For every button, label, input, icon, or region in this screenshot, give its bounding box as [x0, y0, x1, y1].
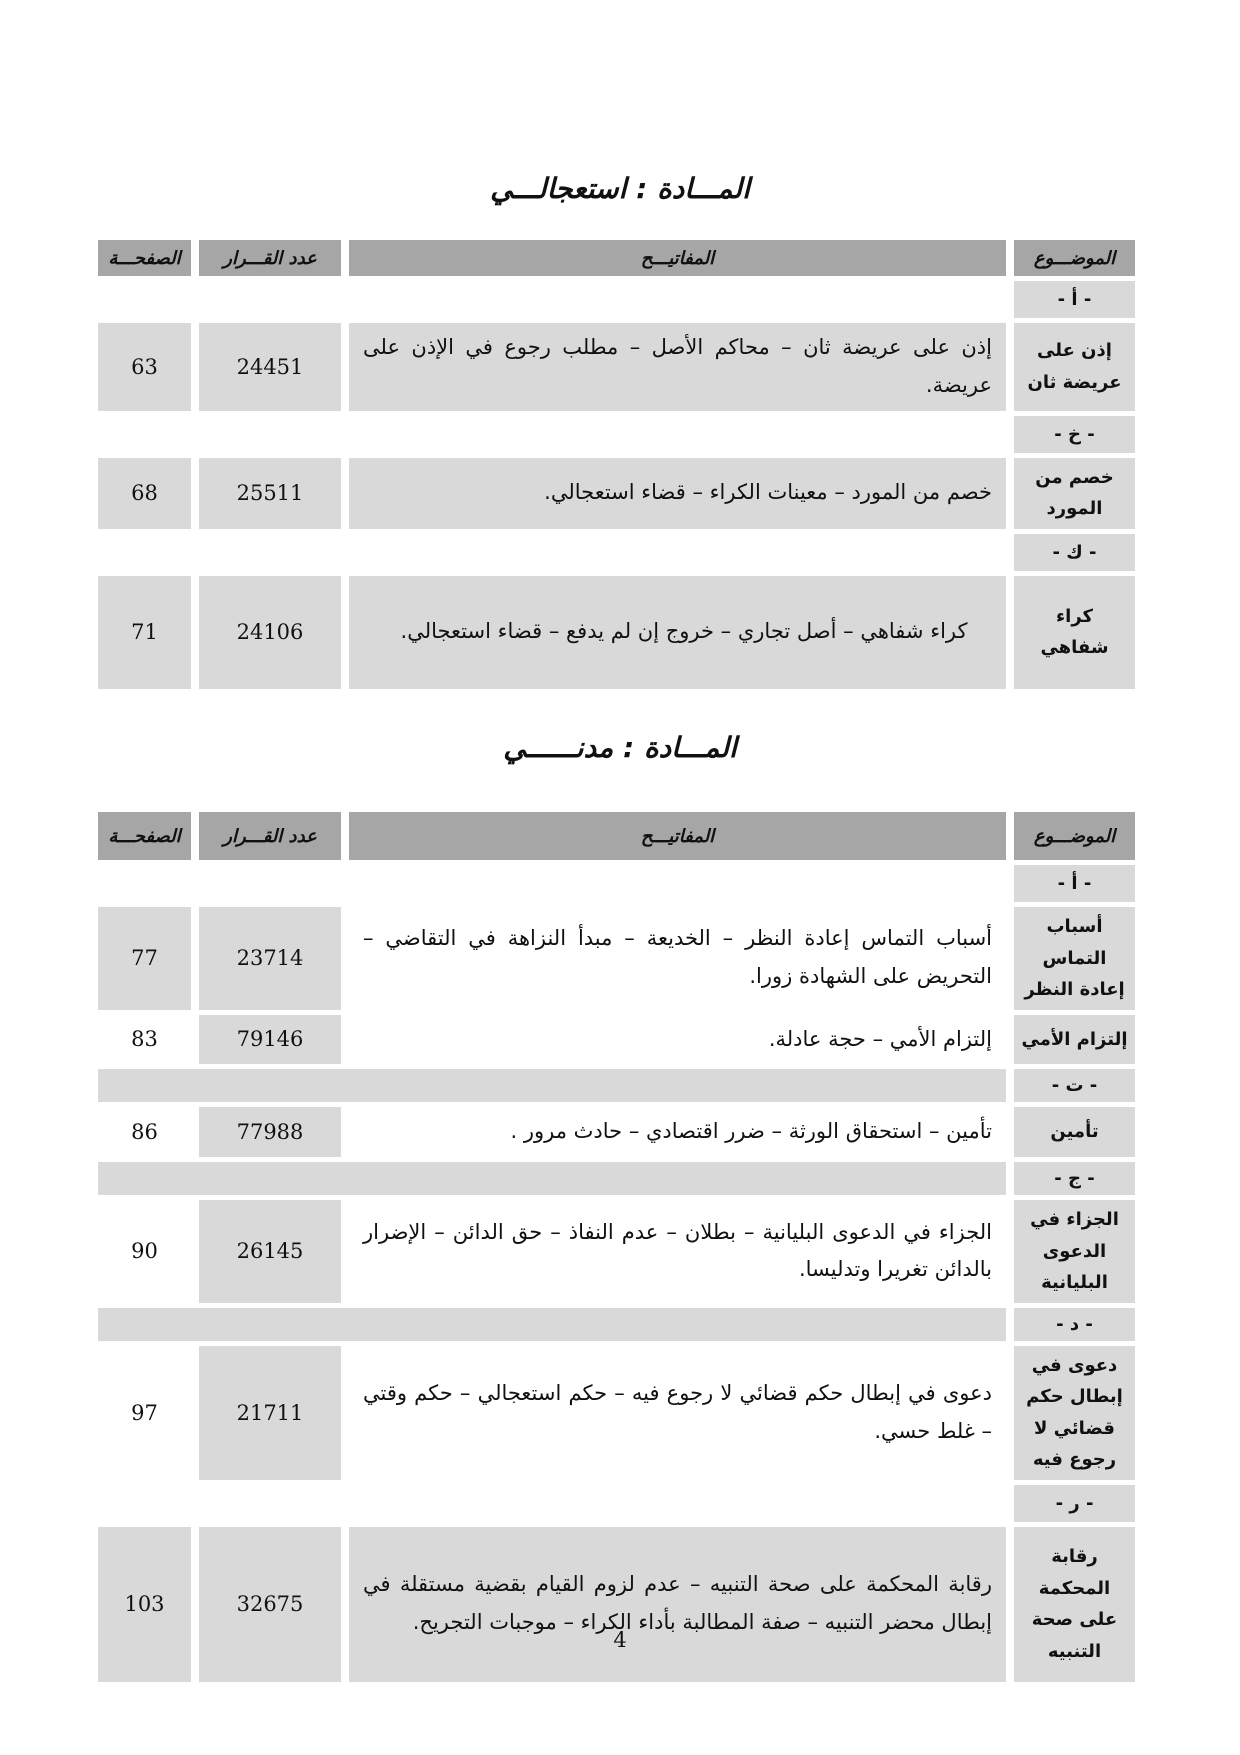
page-number-cell: 68	[98, 458, 191, 529]
letter-cell: - ت -	[1014, 1069, 1135, 1102]
subject-cell: إذن على عريضة ثان	[1014, 323, 1135, 411]
keys-text: أسباب التماس إعادة النظر – الخديعة – مبدأ النزاهة في التقاضي – التحريض على الشهادة زورا.	[363, 926, 992, 989]
decision-number-cell: 79146	[199, 1015, 341, 1065]
decision-number-cell: 24451	[199, 323, 341, 411]
page-number-cell: 83	[131, 1027, 158, 1052]
letter-row-band	[98, 1069, 1006, 1102]
column-header-keys: المفاتيـــح	[349, 812, 1006, 860]
column-header-subject: الموضـــوع	[1014, 240, 1135, 276]
column-header-keys: المفاتيـــح	[349, 240, 1006, 276]
decision-number-cell: 21711	[199, 1346, 341, 1480]
letter-row-spacer	[98, 1485, 1006, 1522]
column-header-page: الصفحـــة	[98, 240, 191, 276]
letter-row-spacer	[98, 865, 1006, 902]
section-title-civil: المـــادة : مدنــــــي	[503, 731, 737, 764]
letter-cell: - د -	[1014, 1308, 1135, 1341]
keys-text: دعوى في إبطال حكم قضائي لا رجوع فيه – حكم استعجالي – حكم وقتي – غلط حسي.	[363, 1380, 992, 1443]
decision-number-cell: 77988	[199, 1107, 341, 1157]
keys-cell	[349, 1346, 1006, 1480]
page-number-cell: 103	[98, 1527, 191, 1682]
keys-cell	[349, 907, 1006, 1010]
letter-cell: - أ -	[1014, 865, 1135, 902]
subject-cell: خصم من المورد	[1014, 458, 1135, 529]
page-number-cell: 77	[98, 907, 191, 1010]
keys-text: خصم من المورد – معينات الكراء – قضاء استعجالي.	[544, 480, 992, 505]
column-header-decision: عدد القـــرار	[199, 812, 341, 860]
page-number-cell: 86	[131, 1120, 158, 1145]
subject-cell: أسباب التماس إعادة النظر	[1014, 907, 1135, 1010]
keys-text: إلتزام الأمي – حجة عادلة.	[768, 1026, 992, 1051]
index-table-urgent	[98, 240, 1135, 689]
keys-cell	[349, 1527, 1006, 1682]
page-number-cell: 97	[131, 1400, 158, 1425]
subject-cell: الجزاء في الدعوى البليانية	[1014, 1200, 1135, 1303]
letter-cell: - أ -	[1014, 281, 1135, 318]
keys-cell	[349, 323, 1006, 411]
keys-text: تأمين – استحقاق الورثة – ضرر اقتصادي – حادث مرور .	[510, 1119, 992, 1144]
keys-cell	[349, 458, 1006, 529]
keys-text: رقابة المحكمة على صحة التنبيه – عدم لزوم القيام بقضية مستقلة في إبطال محضر التنبيه – صفة المطالبة بأداء الكراء – موجبات التجريح.	[363, 1572, 992, 1635]
decision-number-cell: 23714	[199, 907, 341, 1010]
decision-number-cell: 32675	[199, 1527, 341, 1682]
subject-cell: تأمين	[1014, 1107, 1135, 1157]
page-number-cell: 90	[131, 1239, 158, 1264]
column-header-page: الصفحـــة	[98, 812, 191, 860]
letter-cell: - ر -	[1014, 1485, 1135, 1522]
decision-number-cell: 24106	[199, 576, 341, 689]
subject-cell: إلتزام الأمي	[1014, 1015, 1135, 1065]
keys-text: كراء شفاهي – أصل تجاري – خروج إن لم يدفع – قضاء استعجالي.	[400, 619, 968, 644]
keys-cell	[349, 1015, 1006, 1065]
letter-cell: - خ -	[1014, 416, 1135, 453]
subject-cell: دعوى في إبطال حكم قضائي لا رجوع فيه	[1014, 1346, 1135, 1480]
column-header-decision: عدد القـــرار	[199, 240, 341, 276]
section-title-urgent: المـــادة : استعجالـــي	[490, 172, 750, 205]
keys-text: الجزاء في الدعوى البليانية – بطلان – عدم النفاذ – حق الدائن – الإضرار بالدائن تغريرا وتدليسا.	[363, 1219, 992, 1282]
keys-text: إذن على عريضة ثان – محاكم الأصل – مطلب رجوع في الإذن على عريضة.	[363, 335, 992, 397]
subject-cell: كراء شفاهي	[1014, 576, 1135, 689]
page-number-cell: 63	[98, 323, 191, 411]
decision-number-cell: 25511	[199, 458, 341, 529]
letter-cell: - ج -	[1014, 1162, 1135, 1195]
index-table-civil	[98, 812, 1135, 1682]
keys-cell	[349, 1107, 1006, 1157]
letter-row-spacer	[98, 281, 1006, 318]
subject-cell: رقابة المحكمة على صحة التنبيه	[1014, 1527, 1135, 1682]
column-header-subject: الموضـــوع	[1014, 812, 1135, 860]
letter-row-spacer	[98, 416, 1006, 453]
letter-cell: - ك -	[1014, 534, 1135, 571]
keys-cell	[349, 1200, 1006, 1303]
decision-number-cell: 26145	[199, 1200, 341, 1303]
letter-row-spacer	[98, 534, 1006, 571]
page-number-cell: 71	[98, 576, 191, 689]
keys-cell	[349, 576, 1006, 689]
letter-row-band	[98, 1308, 1006, 1341]
letter-row-band	[98, 1162, 1006, 1195]
page-number-footer: 4	[613, 1628, 627, 1652]
